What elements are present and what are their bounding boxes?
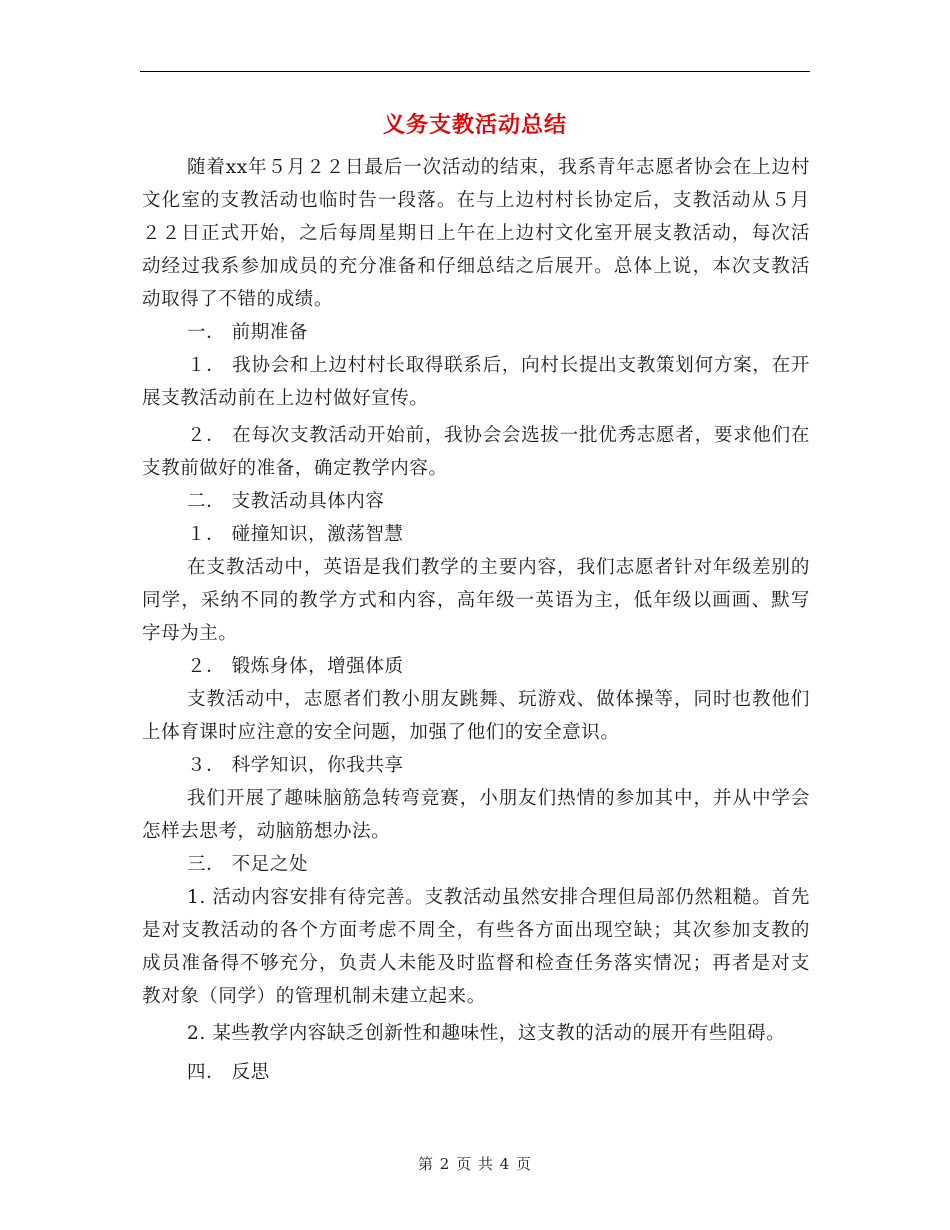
section-heading-shortcomings: 三． 不足之处: [187, 854, 309, 875]
section-heading-preparation: 一． 前期准备: [187, 322, 309, 343]
subsection-heading: ２． 锻炼身体，增强体质: [187, 656, 404, 677]
subsection-heading: １． 碰撞知识，激荡智慧: [187, 524, 404, 545]
subsection-heading: ３． 科学知识，你我共享: [187, 755, 404, 776]
paragraph-item: ２． 在每次支教活动开始前，我协会会选拔一批优秀志愿者，要求他们在支教前做好的准备，确定教学内容。: [142, 425, 810, 479]
section-heading-content: 二． 支教活动具体内容: [187, 491, 385, 512]
paragraph-intro: 随着xx年５月２２日最后一次活动的结束，我系青年志愿者协会在上边村文化室的支教活动也临时告一段落。在与上边村村长协定后，支教活动从５月２２日正式开始，之后每周星期日上午在上边村文化室开展支教活动，每次活动经过我系参加成员的充分准备和仔细总结之后展开。总体上说，本次支教活动取得了不错的成绩。: [142, 157, 810, 310]
paragraph-item: １． 我协会和上边村村长取得联系后，向村长提出支教策划何方案，在开展支教活动前在上边村做好宣传。: [142, 355, 810, 409]
section-heading-reflection: 四． 反思: [187, 1062, 270, 1083]
paragraph-item: 2. 某些教学内容缺乏创新性和趣味性，这支教的活动的展开有些阻碍。: [187, 1023, 786, 1044]
paragraph-item: 支教活动中，志愿者们教小朋友跳舞、玩游戏、做体操等，同时也教他们上体育课时应注意的安全问题，加强了他们的安全意识。: [142, 689, 810, 743]
paragraph-item: 在支教活动中，英语是我们教学的主要内容，我们志愿者针对年级差别的同学，采纳不同的教学方式和内容，高年级一英语为主，低年级以画画、默写字母为主。: [142, 557, 810, 644]
document-title: 义务支教活动总结: [382, 112, 567, 138]
header-rule: [140, 71, 810, 72]
document-body: [142, 151, 810, 1089]
paragraph-item: 我们开展了趣味脑筋急转弯竞赛，小朋友们热情的参加其中，并从中学会怎样去思考，动脑筋想办法。: [142, 788, 810, 842]
paragraph-item: 1. 活动内容安排有待完善。支教活动虽然安排合理但局部仍然粗糙。首先是对支教活动的各个方面考虑不周全，有些各方面出现空缺；其次参加支教的成员准备得不够充分，负责人未能及时监督和检查任务落实情况；再者是对支教对象（同学）的管理机制未建立起来。: [142, 887, 810, 1007]
page-number: 第 2 页 共 4 页: [418, 1155, 532, 1173]
